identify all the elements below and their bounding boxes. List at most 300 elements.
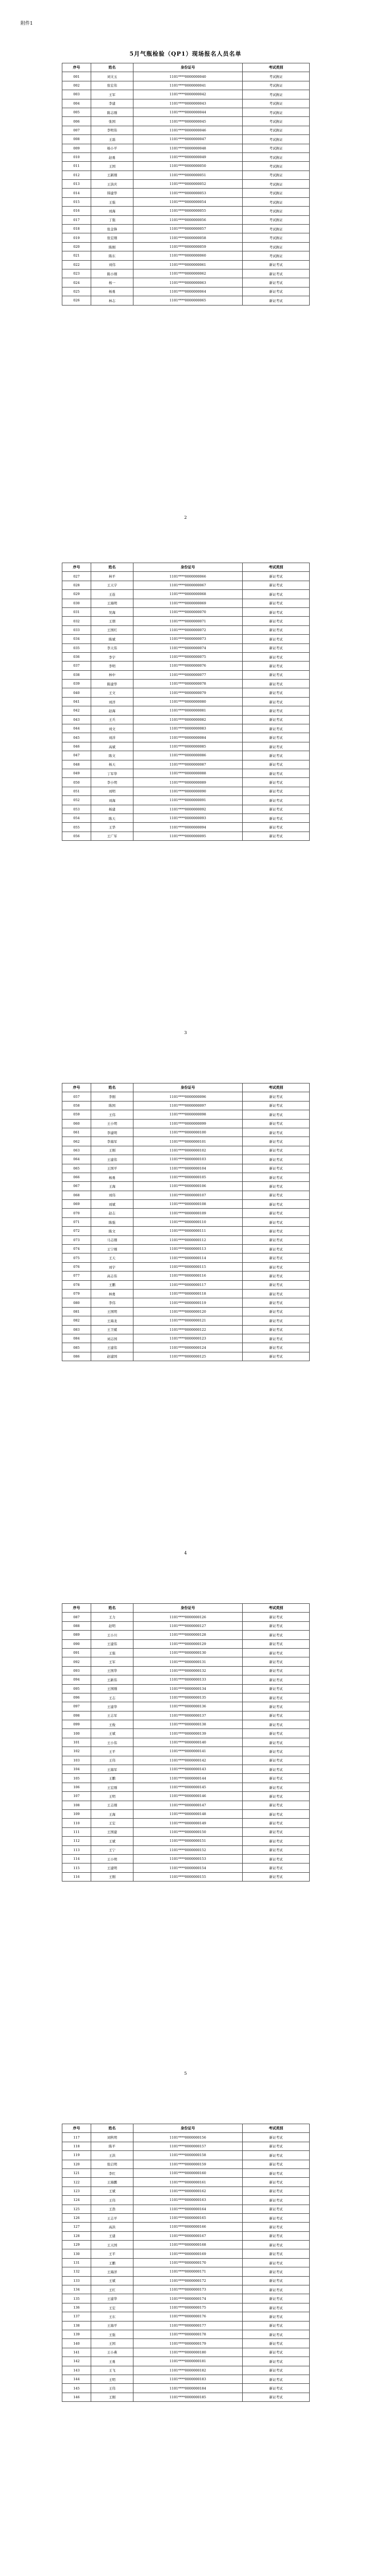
row-number: 055: [62, 823, 91, 832]
row-name: 王宏: [91, 2303, 133, 2312]
row-name: 王勇: [91, 2357, 133, 2366]
row-id-number: 1101****0000000094: [133, 823, 243, 832]
row-number: 039: [62, 680, 91, 688]
row-name: 刘斌: [91, 1200, 133, 1209]
row-exam-type: 考试换证: [243, 207, 310, 215]
table-header-row: [62, 2124, 310, 2133]
roster-table-5: [62, 2124, 310, 2402]
row-exam-type: 考试换证: [243, 99, 310, 108]
row-id-number: 1101****0000000061: [133, 260, 243, 269]
row-exam-type: 新证考试: [243, 2339, 310, 2348]
row-number: 011: [62, 162, 91, 171]
row-exam-type: 新证考试: [243, 2142, 310, 2150]
row-id-number: 1101****0000000116: [133, 1272, 243, 1280]
row-exam-type: 新证考试: [243, 1774, 310, 1783]
row-name: 陈文: [91, 751, 133, 760]
row-name: 李天伟: [91, 643, 133, 652]
row-name: 王海洋: [91, 2267, 133, 2276]
row-exam-type: 新证考试: [243, 670, 310, 679]
table-row: [62, 2339, 310, 2348]
row-exam-type: 新证考试: [243, 1666, 310, 1675]
row-name: 吴海: [91, 607, 133, 616]
row-id-number: 1101****0000000108: [133, 1200, 243, 1209]
row-exam-type: 新证考试: [243, 1155, 310, 1164]
row-exam-type: 新证考试: [243, 635, 310, 643]
row-id-number: 1101****0000000145: [133, 1783, 243, 1791]
roster-table-2: [62, 563, 310, 841]
row-id-number: 1101****0000000044: [133, 108, 243, 116]
row-name: 王宏刚: [91, 1783, 133, 1791]
row-name: 王志军: [91, 1711, 133, 1720]
row-id-number: 1101****0000000041: [133, 81, 243, 90]
row-exam-type: 新证考试: [243, 2312, 310, 2321]
row-name: 王力: [91, 1613, 133, 1621]
row-number: 116: [62, 1872, 91, 1881]
row-exam-type: 考试换证: [243, 171, 310, 179]
row-number: 070: [62, 1209, 91, 1217]
table-row: [62, 1783, 310, 1791]
row-number: 082: [62, 1316, 91, 1325]
row-number: 080: [62, 1298, 91, 1307]
row-name: 王海龙: [91, 1316, 133, 1325]
table-row: [62, 823, 310, 832]
row-number: 027: [62, 572, 91, 581]
row-name: 陈建华: [91, 680, 133, 688]
row-exam-type: 新证考试: [243, 2348, 310, 2357]
row-name: 杨天: [91, 760, 133, 769]
row-number: 137: [62, 2312, 91, 2321]
row-number: 024: [62, 278, 91, 287]
row-id-number: 1101****0000000179: [133, 2339, 243, 2348]
row-exam-type: 新证考试: [243, 2330, 310, 2338]
table-row: [62, 1253, 310, 1262]
attachment-label: 附件1: [21, 21, 33, 26]
row-exam-type: 新证考试: [243, 1245, 310, 1253]
row-number: 031: [62, 607, 91, 616]
table-row: [62, 1827, 310, 1836]
table-row: [62, 643, 310, 652]
table-row: [62, 1837, 310, 1845]
row-exam-type: 新证考试: [243, 1756, 310, 1765]
row-name: 王卫斌: [91, 1325, 133, 1334]
table-row: [62, 180, 310, 189]
row-number: 146: [62, 2393, 91, 2401]
row-id-number: 1101****0000000143: [133, 1765, 243, 1774]
row-exam-type: 新证考试: [243, 662, 310, 670]
row-id-number: 1101****0000000046: [133, 126, 243, 134]
table-row: [62, 1675, 310, 1684]
row-name: 王兵: [91, 715, 133, 724]
row-name: 李小明: [91, 778, 133, 787]
row-number: 004: [62, 99, 91, 108]
row-number: 085: [62, 1343, 91, 1352]
column-header: 身份证号: [133, 2124, 243, 2133]
row-name: 李建: [91, 99, 133, 108]
table-row: [62, 72, 310, 81]
row-exam-type: 新证考试: [243, 1819, 310, 1827]
table-row: [62, 2223, 310, 2231]
row-name: 刘洋: [91, 733, 133, 742]
table-row: [62, 189, 310, 197]
row-name: 王海军: [91, 1765, 133, 1774]
row-exam-type: 新证考试: [243, 1809, 310, 1818]
row-name: 王朋: [91, 617, 133, 625]
row-id-number: 1101****0000000099: [133, 1119, 243, 1128]
row-id-number: 1101****0000000077: [133, 670, 243, 679]
row-id-number: 1101****0000000065: [133, 296, 243, 305]
row-name: 刘宇: [91, 1262, 133, 1271]
row-number: 108: [62, 1801, 91, 1809]
row-id-number: 1101****0000000110: [133, 1217, 243, 1226]
table-row: [62, 1702, 310, 1711]
table-row: [62, 287, 310, 296]
row-id-number: 1101****0000000126: [133, 1613, 243, 1621]
row-name: 王斌: [91, 2276, 133, 2285]
table-row: [62, 2168, 310, 2177]
row-name: 杨一: [91, 278, 133, 287]
row-exam-type: 新证考试: [243, 2249, 310, 2258]
column-header: 序号: [62, 1083, 91, 1092]
table-row: [62, 1872, 310, 1881]
row-number: 095: [62, 1684, 91, 1693]
row-number: 046: [62, 742, 91, 751]
row-name: 王伟: [91, 2196, 133, 2205]
row-exam-type: 新证考试: [243, 1334, 310, 1343]
row-id-number: 1101****0000000153: [133, 1854, 243, 1863]
table-row: [62, 2196, 310, 2205]
row-id-number: 1101****0000000083: [133, 724, 243, 733]
table-row: [62, 2249, 310, 2258]
row-id-number: 1101****0000000104: [133, 1164, 243, 1173]
table-row: [62, 2366, 310, 2375]
row-id-number: 1101****0000000070: [133, 607, 243, 616]
table-row: [62, 233, 310, 242]
table-row: [62, 171, 310, 179]
row-number: 006: [62, 117, 91, 126]
row-exam-type: 考试换证: [243, 162, 310, 171]
table-row: [62, 635, 310, 643]
row-exam-type: 新证考试: [243, 1119, 310, 1128]
row-name: 王强: [91, 2330, 133, 2338]
row-number: 022: [62, 260, 91, 269]
row-name: 王海明: [91, 599, 133, 607]
row-exam-type: 新证考试: [243, 796, 310, 805]
row-exam-type: 新证考试: [243, 1801, 310, 1809]
table-row: [62, 1639, 310, 1648]
row-id-number: 1101****0000000069: [133, 599, 243, 607]
table-row: [62, 1262, 310, 1271]
row-number: 034: [62, 635, 91, 643]
row-number: 127: [62, 2223, 91, 2231]
row-exam-type: 新证考试: [243, 2276, 310, 2285]
row-name: 刘伟: [91, 1191, 133, 1199]
table-row: [62, 1863, 310, 1872]
table-row: [62, 652, 310, 661]
row-exam-type: 新证考试: [243, 805, 310, 814]
table-row: [62, 197, 310, 206]
row-name: 王斌: [91, 1729, 133, 1738]
row-number: 125: [62, 2205, 91, 2213]
row-exam-type: 新证考试: [243, 1613, 310, 1621]
row-exam-type: 新证考试: [243, 1280, 310, 1289]
table-header-row: [62, 63, 310, 72]
row-number: 052: [62, 796, 91, 805]
row-number: 140: [62, 2339, 91, 2348]
row-name: 王新刚: [91, 171, 133, 179]
row-id-number: 1101****0000000072: [133, 625, 243, 634]
row-name: 赵志: [91, 1209, 133, 1217]
page-1: [0, 0, 371, 520]
row-id-number: 1101****0000000136: [133, 1702, 243, 1711]
row-exam-type: 新证考试: [243, 697, 310, 706]
table-row: [62, 1756, 310, 1765]
row-exam-type: 新证考试: [243, 1872, 310, 1881]
row-name: 陈小刚: [91, 269, 133, 278]
row-exam-type: 新证考试: [243, 688, 310, 697]
row-id-number: 1101****0000000095: [133, 832, 243, 840]
column-header: 考试类别: [243, 2124, 310, 2133]
row-exam-type: 新证考试: [243, 1684, 310, 1693]
row-number: 020: [62, 242, 91, 251]
row-id-number: 1101****0000000132: [133, 1666, 243, 1675]
row-id-number: 1101****0000000098: [133, 1110, 243, 1119]
row-name: 张金锋: [91, 225, 133, 233]
table-row: [62, 1613, 310, 1621]
row-exam-type: 新证考试: [243, 643, 310, 652]
row-id-number: 1101****0000000057: [133, 225, 243, 233]
row-exam-type: 新证考试: [243, 1137, 310, 1146]
row-exam-type: 新证考试: [243, 1164, 310, 1173]
table-row: [62, 1289, 310, 1298]
row-name: 王强: [91, 1648, 133, 1657]
row-id-number: 1101****0000000055: [133, 207, 243, 215]
table-row: [62, 715, 310, 724]
row-number: 047: [62, 751, 91, 760]
row-id-number: 1101****0000000168: [133, 2241, 243, 2249]
row-number: 050: [62, 778, 91, 787]
row-name: 王伟: [91, 2384, 133, 2393]
row-exam-type: 新证考试: [243, 1621, 310, 1630]
row-id-number: 1101****0000000150: [133, 1827, 243, 1836]
row-name: 王明: [91, 2375, 133, 2383]
row-number: 074: [62, 1245, 91, 1253]
table-row: [62, 251, 310, 260]
row-number: 037: [62, 662, 91, 670]
table-row: [62, 1747, 310, 1756]
row-id-number: 1101****0000000156: [133, 2133, 243, 2142]
roster-table-4: [62, 1603, 310, 1882]
row-number: 038: [62, 670, 91, 679]
row-id-number: 1101****0000000097: [133, 1101, 243, 1110]
row-exam-type: 考试换证: [243, 81, 310, 90]
row-exam-type: 考试换证: [243, 189, 310, 197]
row-id-number: 1101****0000000133: [133, 1675, 243, 1684]
row-number: 042: [62, 706, 91, 715]
row-id-number: 1101****0000000047: [133, 135, 243, 144]
table-row: [62, 1738, 310, 1747]
row-id-number: 1101****0000000062: [133, 269, 243, 278]
row-exam-type: 新证考试: [243, 1110, 310, 1119]
row-id-number: 1101****0000000154: [133, 1863, 243, 1872]
row-id-number: 1101****0000000054: [133, 197, 243, 206]
row-id-number: 1101****0000000162: [133, 2187, 243, 2195]
row-name: 杨勇: [91, 1173, 133, 1181]
row-name: 王斌: [91, 2187, 133, 2195]
row-number: 028: [62, 581, 91, 589]
row-id-number: 1101****0000000084: [133, 733, 243, 742]
table-row: [62, 778, 310, 787]
row-exam-type: 新证考试: [243, 2303, 310, 2312]
row-id-number: 1101****0000000079: [133, 688, 243, 697]
row-number: 139: [62, 2330, 91, 2338]
row-number: 128: [62, 2231, 91, 2240]
row-number: 131: [62, 2258, 91, 2267]
row-name: 赵明: [91, 1621, 133, 1630]
row-name: 高斌: [91, 742, 133, 751]
row-number: 016: [62, 207, 91, 215]
row-id-number: 1101****0000000091: [133, 796, 243, 805]
row-number: 104: [62, 1765, 91, 1774]
row-exam-type: 新证考试: [243, 832, 310, 840]
row-id-number: 1101****0000000149: [133, 1819, 243, 1827]
row-number: 097: [62, 1702, 91, 1711]
row-exam-type: 新证考试: [243, 2187, 310, 2195]
table-row: [62, 1155, 310, 1164]
row-name: 王平: [91, 1747, 133, 1756]
table-row: [62, 760, 310, 769]
row-name: 王天宇: [91, 581, 133, 589]
row-number: 114: [62, 1854, 91, 1863]
row-id-number: 1101****0000000092: [133, 805, 243, 814]
row-name: 陈平: [91, 2142, 133, 2150]
row-number: 043: [62, 715, 91, 724]
table-row: [62, 2276, 310, 2285]
row-name: 王建伟: [91, 1343, 133, 1352]
row-id-number: 1101****0000000158: [133, 2151, 243, 2160]
row-id-number: 1101****0000000152: [133, 1845, 243, 1854]
row-name: 王伟: [91, 1110, 133, 1119]
row-id-number: 1101****0000000146: [133, 1792, 243, 1801]
row-name: 王宁: [91, 1845, 133, 1854]
row-name: 王浩: [91, 2205, 133, 2213]
row-id-number: 1101****0000000071: [133, 617, 243, 625]
row-id-number: 1101****0000000068: [133, 590, 243, 599]
row-number: 115: [62, 1863, 91, 1872]
row-id-number: 1101****0000000052: [133, 180, 243, 189]
table-row: [62, 796, 310, 805]
row-number: 079: [62, 1289, 91, 1298]
row-exam-type: 考试换证: [243, 135, 310, 144]
row-exam-type: 新证考试: [243, 1217, 310, 1226]
table-row: [62, 625, 310, 634]
column-header: 身份证号: [133, 1083, 243, 1092]
row-name: 王志刚: [91, 1801, 133, 1809]
row-name: 王华: [91, 823, 133, 832]
row-exam-type: 新证考试: [243, 2223, 310, 2231]
row-name: 张国: [91, 117, 133, 126]
row-number: 088: [62, 1621, 91, 1630]
row-number: 061: [62, 1128, 91, 1137]
row-exam-type: 新证考试: [243, 617, 310, 625]
row-exam-type: 新证考试: [243, 1711, 310, 1720]
row-exam-type: 新证考试: [243, 1631, 310, 1639]
row-exam-type: 新证考试: [243, 260, 310, 269]
page-title: 5月气瓶检验（QP1）现场报名人员名单: [129, 50, 242, 57]
row-exam-type: 新证考试: [243, 1253, 310, 1262]
row-exam-type: 新证考试: [243, 2196, 310, 2205]
row-exam-type: 新证考试: [243, 2160, 310, 2168]
row-number: 014: [62, 189, 91, 197]
row-name: 刘秋明: [91, 2133, 133, 2142]
row-id-number: 1101****0000000056: [133, 215, 243, 224]
table-row: [62, 1711, 310, 1720]
table-row: [62, 99, 310, 108]
row-exam-type: 新证考试: [243, 1289, 310, 1298]
row-exam-type: 新证考试: [243, 581, 310, 589]
row-exam-type: 新证考试: [243, 1729, 310, 1738]
row-number: 076: [62, 1262, 91, 1271]
table-row: [62, 2151, 310, 2160]
row-exam-type: 新证考试: [243, 1272, 310, 1280]
table-row: [62, 1191, 310, 1199]
row-number: 007: [62, 126, 91, 134]
row-id-number: 1101****0000000063: [133, 278, 243, 287]
row-id-number: 1101****0000000123: [133, 1334, 243, 1343]
table-row: [62, 225, 310, 233]
row-id-number: 1101****0000000120: [133, 1307, 243, 1316]
row-name: 赵勇: [91, 152, 133, 161]
table-row: [62, 1334, 310, 1343]
row-number: 118: [62, 2142, 91, 2150]
row-number: 099: [62, 1720, 91, 1729]
row-number: 058: [62, 1101, 91, 1110]
row-id-number: 1101****0000000184: [133, 2384, 243, 2393]
row-name: 王海鹏: [91, 2178, 133, 2187]
row-id-number: 1101****0000000100: [133, 1128, 243, 1137]
row-name: 高志伟: [91, 1272, 133, 1280]
row-number: 029: [62, 590, 91, 599]
column-header: 考试类别: [243, 63, 310, 72]
row-name: 林平: [91, 572, 133, 581]
row-number: 003: [62, 90, 91, 99]
row-name: 张宏刚: [91, 233, 133, 242]
row-exam-type: 新证考试: [243, 680, 310, 688]
row-number: 025: [62, 287, 91, 296]
row-id-number: 1101****0000000118: [133, 1289, 243, 1298]
row-name: 李明: [91, 662, 133, 670]
row-id-number: 1101****0000000137: [133, 1711, 243, 1720]
row-name: 王国红: [91, 625, 133, 634]
row-name: 李海军: [91, 1137, 133, 1146]
table-row: [62, 1307, 310, 1316]
row-exam-type: 新证考试: [243, 625, 310, 634]
row-name: 王飞: [91, 2366, 133, 2375]
row-name: 王天国: [91, 2241, 133, 2249]
row-number: 096: [62, 1693, 91, 1702]
row-name: 陈刚: [91, 242, 133, 251]
table-row: [62, 215, 310, 224]
row-name: 陈斌: [91, 635, 133, 643]
row-number: 045: [62, 733, 91, 742]
table-row: [62, 2285, 310, 2294]
row-id-number: 1101****0000000112: [133, 1235, 243, 1244]
row-id-number: 1101****0000000134: [133, 1684, 243, 1693]
row-exam-type: 新证考试: [243, 2133, 310, 2142]
row-name: 王小明: [91, 1119, 133, 1128]
row-name: 王国平: [91, 1164, 133, 1173]
row-number: 023: [62, 269, 91, 278]
row-id-number: 1101****0000000181: [133, 2357, 243, 2366]
